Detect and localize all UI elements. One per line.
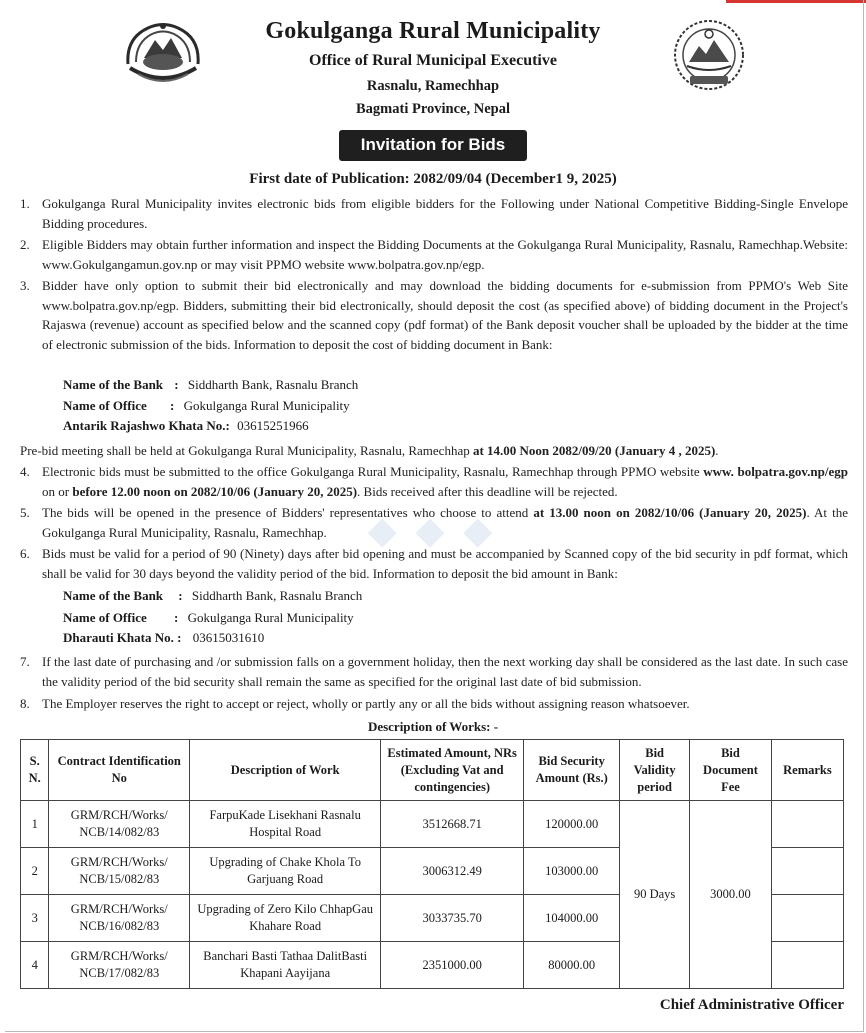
cell-security: 104000.00 [524, 895, 620, 942]
item-number: 2. [20, 237, 30, 252]
separator: : [174, 610, 179, 625]
column-header-sn: S. N. [21, 740, 49, 801]
item-number: 3. [20, 278, 30, 293]
list-item-6 [20, 544, 848, 583]
office-name-label: Name of Office [63, 610, 147, 625]
prebid-text: Pre-bid meeting shall be held at Gokulganga Rural Municipality, Rasnalu, Ramechhap [20, 443, 473, 458]
prebid-time: at 14.00 Noon 2082/09/20 (January 4 , 2025) [472, 443, 716, 458]
cell-sn: 1 [21, 801, 49, 848]
bank-name-label: Name of the Bank [63, 588, 164, 603]
bank-name-row [63, 375, 358, 395]
office-name-value: Gokulganga Rural Municipality [187, 610, 354, 625]
item-number: 6. [20, 546, 30, 561]
works-table [20, 739, 844, 989]
column-header-validity: Bid Validity period [620, 740, 690, 801]
list-item-4 [20, 462, 848, 501]
cell-remarks [771, 895, 843, 942]
table-row [21, 801, 844, 848]
column-header-security: Bid Security Amount (Rs.) [524, 740, 620, 801]
opening-time: at 13.00 noon on 2082/10/06 (January 20, 2025) [533, 505, 807, 520]
ppmo-website: www. bolpatra.gov.np/egp [703, 464, 848, 479]
item-number: 5. [20, 505, 30, 520]
item-text [42, 462, 848, 501]
separator: : [178, 588, 183, 603]
bank-name-value: Siddharth Bank, Rasnalu Branch [191, 588, 363, 603]
column-header-description: Description of Work [190, 740, 381, 801]
column-header-remarks: Remarks [771, 740, 843, 801]
list-item-2 [20, 235, 848, 274]
list-item-8 [20, 694, 848, 714]
office-name-row [63, 608, 354, 628]
cell-description: Upgrading of Zero Kilo ChhapGau Khahare Road [190, 895, 381, 942]
list-item-3 [20, 276, 848, 354]
item-text: Bids must be valid for a period of 90 (Ninety) days after bid opening and must be accompanied by Scanned copy of the bid security in pdf format, which shall be valid for 30 days beyond the validity period of the bid. Information to deposit the bid amount in Bank: [42, 546, 848, 581]
cell-estimate: 3006312.49 [381, 848, 524, 895]
cell-description: FarpuKade Lisekhani Rasnalu Hospital Road [190, 801, 381, 848]
item-text-part: Electronic bids must be submitted to the office Gokulganga Rural Municipality, Rasnalu, Ramechhap through PPMO website [42, 464, 704, 479]
cell-description: Banchari Basti Tathaa DalitBasti Khapani Aayijana [190, 942, 381, 989]
submission-deadline: before 12.00 noon on 2082/10/06 (January 20, 2025) [72, 483, 358, 499]
cell-validity: 90 Days [620, 801, 690, 989]
notice-title: Invitation for Bids [339, 130, 528, 161]
prebid-end: . [715, 443, 719, 458]
table-header-row [21, 740, 844, 801]
cell-description: Upgrading of Chake Khola To Garjuang Road [190, 848, 381, 895]
signature-title: Chief Administrative Officer [659, 997, 844, 1013]
address-line-2: Bagmati Province, Nepal [356, 101, 510, 117]
org-name: Gokulganga Rural Municipality [265, 18, 601, 44]
notice-title-wrap [0, 130, 866, 161]
separator: : [174, 377, 179, 392]
publication-date: First date of Publication: 2082/09/04 (December1 9, 2025) [249, 171, 617, 187]
cell-sn: 3 [21, 895, 49, 942]
khata-label: Dharauti Khata No. : [63, 630, 182, 645]
item-text: Bidder have only option to submit their bid electronically and may download the bidding documents for e-submission from PPMO's Web Site www.bolpatra.gov.np/egp. Bidders, submitting their bid electronically, should deposit the cost (as specified above) of bidding document in the Project's Rajaswa (revenue) account as specified below and the scanned copy (pdf format) of the Bank deposit voucher shall be uploaded by the bidder at the time of electronic submission of the bids. Information to deposit the cost of bidding document in Bank: [42, 278, 848, 352]
office-name-label: Name of Office [63, 398, 147, 413]
bank-name-value: Siddharth Bank, Rasnalu Branch [187, 377, 359, 392]
cell-security: 120000.00 [524, 801, 620, 848]
cell-sn: 2 [21, 848, 49, 895]
item-number: 8. [20, 696, 30, 711]
item-number: 1. [20, 196, 30, 211]
list-item-1 [20, 194, 848, 233]
cell-estimate: 3512668.71 [381, 801, 524, 848]
item-text: Gokulganga Rural Municipality invites electronic bids from eligible bidders for the Following under National Competitive Bidding-Single Envelope Bidding procedures. [42, 196, 848, 231]
khata-value: 03615251966 [237, 418, 309, 433]
khata-row [63, 628, 264, 648]
list-item-7 [20, 652, 848, 691]
cell-remarks [771, 942, 843, 989]
cell-contract: GRM/RCH/Works/ NCB/14/082/83 [49, 801, 190, 848]
khata-row [63, 416, 309, 436]
item-number: 7. [20, 654, 30, 669]
cell-sn: 4 [21, 942, 49, 989]
cell-contract: GRM/RCH/Works/ NCB/16/082/83 [49, 895, 190, 942]
item-text: Eligible Bidders may obtain further information and inspect the Bidding Documents at the Gokulganga Rural Municipality, Rasnalu, Ramechhap.Website: www.Gokulgangamun.gov.np or may visit PPMO website www.bolpatra.gov.np/egp. [42, 237, 848, 272]
address-line-1: Rasnalu, Ramechhap [366, 78, 500, 94]
cell-estimate: 3033735.70 [381, 895, 524, 942]
item-text-part: . Bids received after this deadline will be rejected. [357, 483, 618, 499]
separator: : [170, 398, 175, 413]
cell-security: 80000.00 [524, 942, 620, 989]
bank-name-row [63, 586, 362, 606]
watermark: ◆ ◆ ◆ [367, 510, 497, 552]
khata-value: 03615031610 [192, 630, 265, 645]
cell-estimate: 2351000.00 [381, 942, 524, 989]
cell-remarks [771, 801, 843, 848]
office-name-row [63, 396, 350, 416]
item-text [42, 503, 848, 542]
item-text: If the last date of purchasing and /or submission falls on a government holiday, then the next working day shall be considered as the last date. In such case the validity period of the bid security shall remain the same as specified for the original last date of bid submission. [42, 654, 848, 689]
cell-remarks [771, 848, 843, 895]
cell-contract: GRM/RCH/Works/ NCB/17/082/83 [49, 942, 190, 989]
cell-fee: 3000.00 [690, 801, 772, 989]
item-text-part: on or [42, 483, 73, 499]
item-number: 4. [20, 464, 30, 479]
list-item-5 [20, 503, 848, 542]
column-header-estimate: Estimated Amount, NRs (Excluding Vat and contingencies) [381, 740, 524, 801]
cell-security: 103000.00 [524, 848, 620, 895]
item-text: The Employer reserves the right to accept or reject, wholly or partly any or all the bids without assigning reason whatsoever. [42, 696, 690, 711]
office-name: Office of Rural Municipal Executive [309, 52, 557, 69]
office-name-value: Gokulganga Rural Municipality [183, 398, 350, 413]
item-text-part: The bids will be opened in the presence of Bidders' representatives who choose to attend [42, 505, 534, 520]
works-heading: Description of Works: - [367, 719, 499, 734]
column-header-contract: Contract Identification No [49, 740, 190, 801]
prebid-meeting [20, 441, 848, 461]
bank-name-label: Name of the Bank [63, 377, 164, 392]
khata-label: Antarik Rajashwo Khata No.: [63, 418, 230, 433]
column-header-fee: Bid Document Fee [690, 740, 772, 801]
cell-contract: GRM/RCH/Works/ NCB/15/082/83 [49, 848, 190, 895]
item-text-part: . At the Gokulganga Rural Municipality, Rasnalu, Ramechhap. [42, 505, 848, 540]
